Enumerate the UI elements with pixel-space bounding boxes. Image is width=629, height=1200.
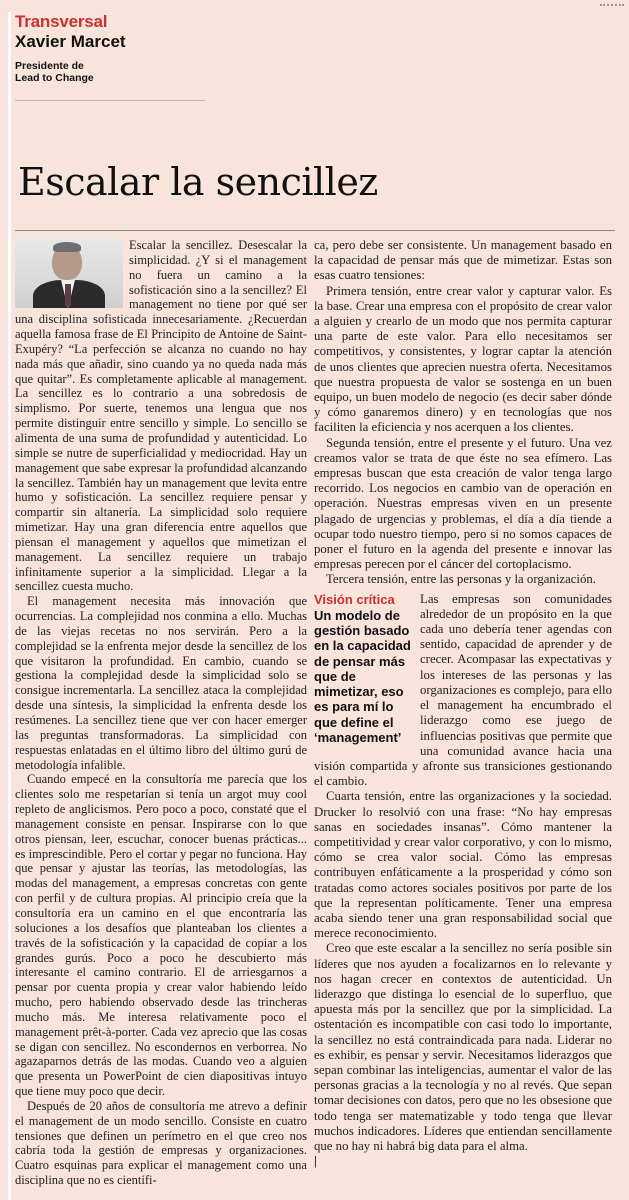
section-label: Transversal — [15, 12, 108, 31]
paragraph: Cuando empecé en la consultoría me parecía que los clientes solo me respetarían si tenía un argot muy cool repleto de anglicismos. Pero poco a poco, constaté que el management consiste en pensar. Inspirarse con lo que otros piensan, leer, escuchar, conocer buenas prácticas... es imprescindible. Pero el cortar y pegar no funciona. Hay que pensar y ajustar las teorías, las metodologías, las modas del management, a empresas concretas con gente con perfil y de cultura propias. Al principio creía que la consultoría era un camino en el que encontraría las soluciones a los desafíos que planteaban los clientes a través de la sofisticación y la capacidad de copiar a los grandes gurús. Poco a poco he descubierto más interesante el camino contrario. El de arriesgarnos a pensar por cuenta propia y crear valor habiendo leído mucho, pero habiendo observado desde las trincheras mucho más. Me interesa relativamente poco el management prêt-à-porter. Cada vez aprecio que las cosas se digan con sencillez. No escondernos en verborrea. No agazaparnos detrás de las modas. Cuando veo a alguien que presenta un PowerPoint de cien diapositivas intuyo que tiene muy poco que decir. — [15, 772, 307, 1099]
paragraph: Segunda tensión, entre el presente y el futuro. Una vez creamos valor se trata de que éste no sea efímero. Las empresas buscan que esta creación de valor tenga largo recorrido. Los negocios en cambio van de operación en operación. Nuestras empresas viven en un presente plagado de urgencias y problemas, el día a día tiende a ocupar todo nuestro tiempo, pero si no somos capaces de poner el futuro en la agenda del presente e innovar las empresas perecen por el cáncer del cortoplacismo. — [314, 435, 612, 572]
author-name: Xavier Marcet — [15, 32, 126, 51]
paragraph: Las empresas son comunidades alrededor de un propósito en la que cada uno debería tener agendas con sentido, capacidad de aprender y de crecer. Acompasar las expectativas y los intereses de las personas y las organizaciones es complejo, para ello el management ha encumbrado el liderazgo como ese juego de influencias positivas que permite que una comunidad avance hacia una visión compartida y afronte sus transiciones gestionando el cambio. — [314, 591, 612, 789]
decorative-dots — [600, 4, 624, 10]
headline-rule — [15, 230, 615, 231]
left-column — [15, 238, 307, 1188]
paragraph: Primera tensión, entre crear valor y capturar valor. Es la base. Crear una empresa con el propósito de crear valor a alguien y crearlo de un modo que nos permita capturar una parte de este valor. Para ello necesitamos ser competitivos, y consistentes, y lograr captar la atención de unos clientes que aprecien nuestra oferta. Necesitamos que nuestra propuesta de valor se sostenga en un buen equipo, un buen modelo de negocio (es decir saber dónde y cómo ganaremos dinero) y en tecnologías que nos faciliten la eficiencia y nos acerquen a los clientes. — [314, 283, 612, 435]
pull-quote — [314, 592, 414, 746]
paragraph: Creo que este escalar a la sencillez no sería posible sin líderes que nos ayuden a focalizarnos en lo relevante y nos hagan crecer en contextos de autenticidad. Un liderazgo que distinga lo esencial de lo superfluo, que apuesta más por la sencillez que por la simplicidad. La ostentación es incompatible con casi todo lo importante, la sencillez no está contraindicada para nada. Liderar no es exhibir, es pensar y servir. Necesitamos liderazgos que sepan combinar las inteligencias, aumentar el valor de las personas gracias a la tecnología y no al revés. Que sepan tomar decisiones con datos, pero que no les obsesione que todo tenga ser matematizable y todo tenga que llevar muchos indicadores. Líderes que entiendan sencillamente que no hay ni habrá big data para el alma. — [314, 941, 612, 1153]
pull-quote-label: Visión crítica — [314, 591, 395, 607]
right-column — [314, 238, 612, 1169]
pull-quote-text: Un modelo de gestión basado en la capacidad de pensar más que de mimetizar, eso es para mí lo que define el ‘management’ — [314, 607, 411, 746]
author-role-line: Lead to Change — [15, 72, 94, 84]
paragraph: Cuarta tensión, entre las organizaciones y la sociedad. Drucker lo resolvió con una frase: “No hay empresas sanas en sociedades insanas”. Cómo mantener la competitividad y crear valor corporativo, y con lo mismo, cómo se crea valor social. Cómo las empresas contribuyen enfáticamente a la prosperidad y cómo son tratadas como actores sociales positivos por parte de los que la representan políticamente. Tener una empresa acaba siendo tener una gran responsabilidad social que merece reconocimiento. — [314, 789, 612, 941]
paragraph: Escalar la sencillez. Desescalar la simplicidad. ¿Y si el management no fuera un camino a la sofisticación sino a la sencillez? El management no tiene por qué ser una disciplina sofisticada innecesariamente. ¿Recuerdan aquella famosa frase de El Principito de Antoine de Saint-Exupéry? “La perfección se alcanza no cuando no hay nada más que añadir, sino cuando ya no queda nada más que quitar”. Es completamente aplicable al management. La sencillez es lo contrario a una sobredosis de simplismo. Por suerte, tenemos una lengua que nos permite distinguir entre sencillo y simple. Lo sencillo se alimenta de una suma de profundidad y autenticidad. Lo simple se nutre de superficialidad y mediocridad. Hay un management que sabe expresar la profundidad alcanzando la sencillez. También hay un management que levita entre humo y sofisticación. La sencillez requiere pensar y compartir sin altanería. La simplicidad solo requiere mimetizar. Hay una gran diferencia entre aquellos que piensan el management y aquellos que mimetizan el management. La sencillez requiere un trabajo infinitamente superior a la simplicidad. Llegar a la sencillez cuesta mucho. — [15, 238, 307, 594]
author-photo — [15, 238, 123, 308]
article-headline: Escalar la sencillez — [18, 160, 378, 204]
paragraph: Tercera tensión, entre las personas y la organización. — [326, 572, 596, 587]
column-divider — [8, 12, 11, 1200]
author-role — [15, 60, 94, 84]
paragraph: El management necesita más innovación que ocurrencias. La complejidad nos conmina a ello. Muchas de las viejas recetas no nos servirán. Pero a la complejidad se la enfrenta mejor desde la sencillez de los que visitaron la profundidad. En cambio, cuando se gestiona la complejidad desde la simplicidad solo se consigue incrementarla. La sencillez ataca la complejidad desde una síntesis, la simplicidad la enfrenta desde los resúmenes. La sencillez tiene que ver con hacer emerger las preguntas transformadoras. La simplicidad con respuestas enlatadas en el último libro del último gurú de metodología infalible. — [15, 594, 307, 772]
author-role-line: Presidente de — [15, 60, 84, 72]
paragraph: Después de 20 años de consultoría me atrevo a definir el management de un modo sencillo. Consiste en cuatro tensiones que definen un perímetro en el que creo nos cabría toda la gestión de empresas y organizaciones. Cuatro esquinas para explicar el management como una disciplina que no es científi- — [15, 1098, 307, 1188]
header-rule — [15, 100, 205, 101]
paragraph: ca, pero debe ser consistente. Un management basado en la capacidad de pensar más que de mimetizar. Estas son esas cuatro tensiones: — [314, 238, 612, 283]
end-mark: | — [314, 1154, 317, 1169]
